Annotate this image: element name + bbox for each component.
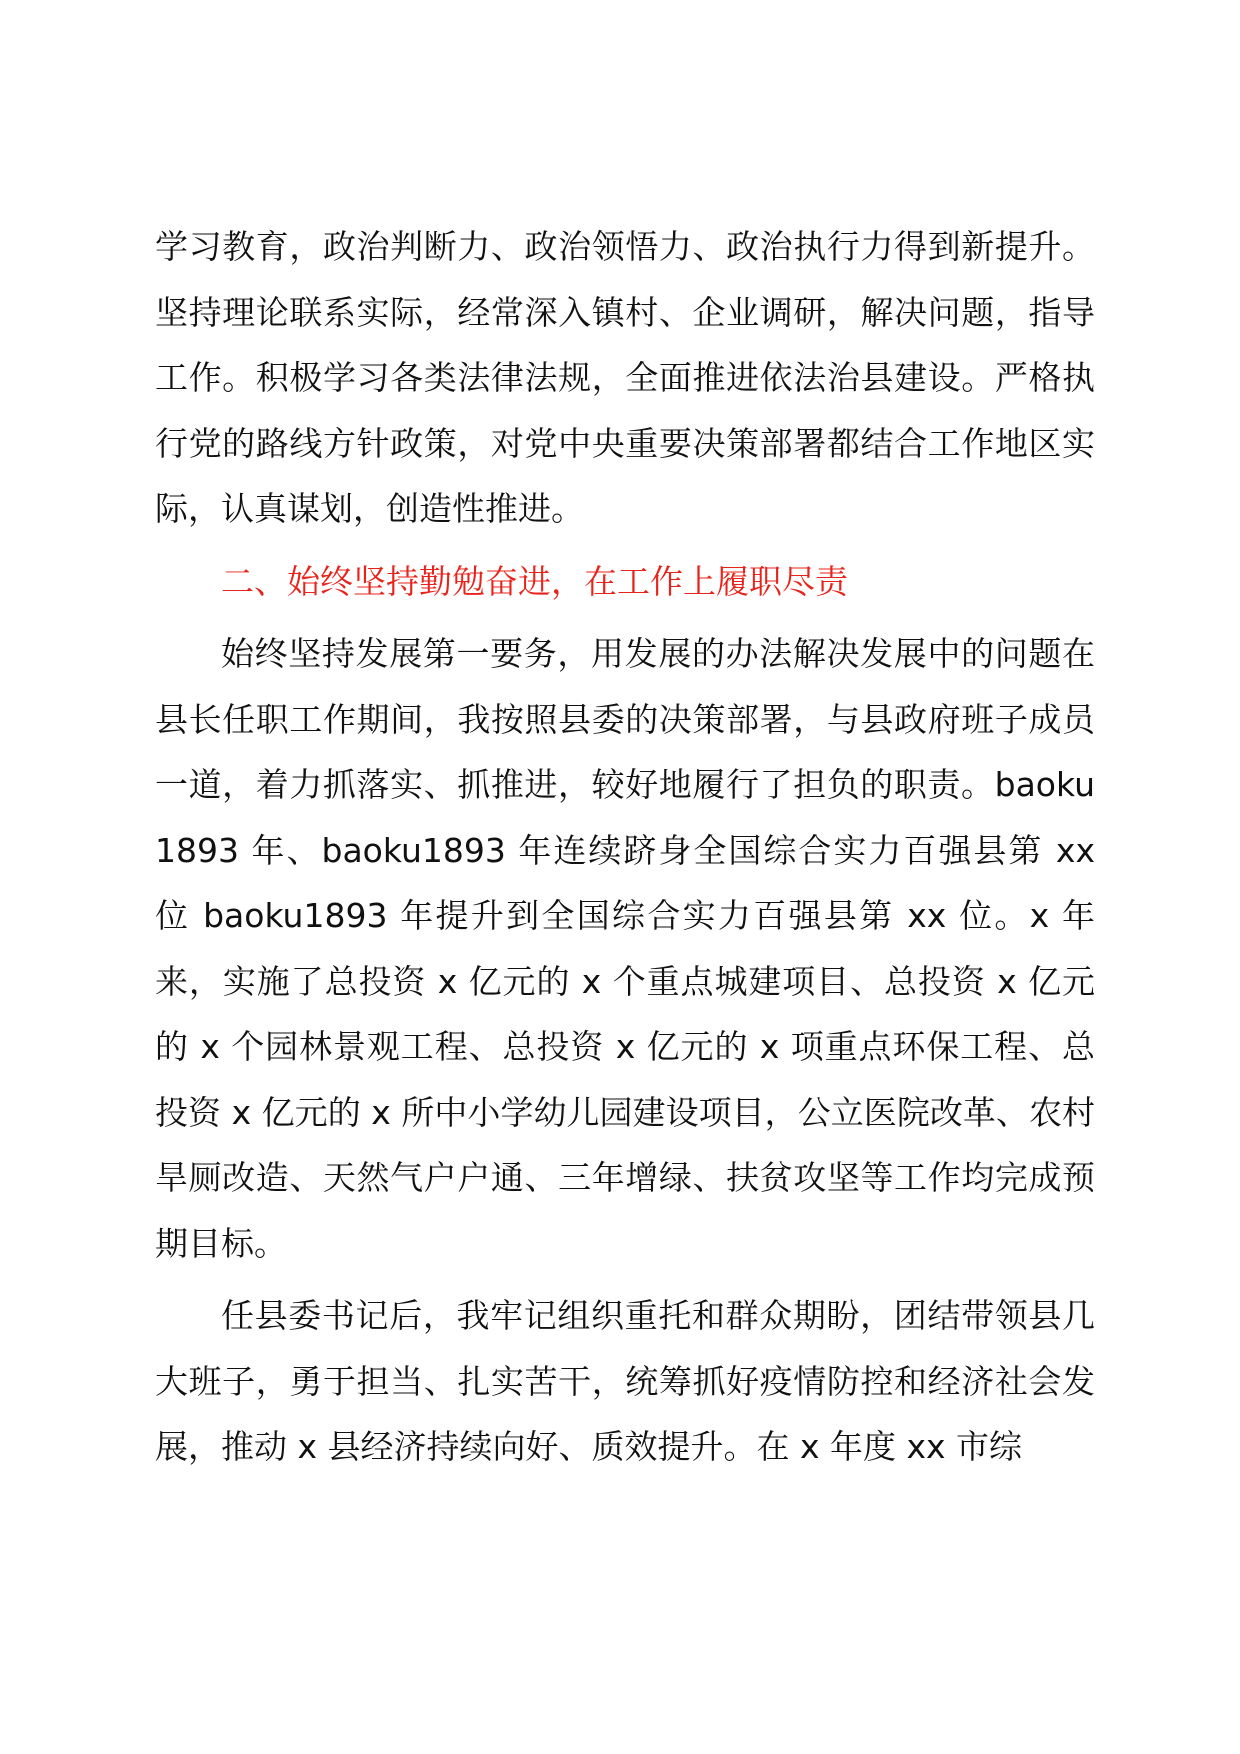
body-paragraph-2: 始终坚持发展第一要务，用发展的办法解决发展中的问题在县长任职工作期间，我按照县委的决策部署，与县政府班子成员一道，着力抓落实、抓推进，较好地履行了担负的职责。baoku1893 年、baoku1893 年连续跻身全国综合实力百强县第 xx 位 baoku1893 年提升到全国综合实力百强县第 xx 位。x 年来，实施了总投资 x 亿元的 x 个重点城建项目、总投资 x 亿元的 x 个园林景观工程、总投资 x 亿元的 x 项重点环保工程、总投资 x 亿元的 x 所中小学幼儿园建设项目，公立医院改革、农村旱厕改造、天然气户户通、三年增绿、扶贫攻坚等工作均完成预期目标。 (155, 634, 1095, 1263)
section-heading: 二、始终坚持勤勉奋进，在工作上履职尽责 (221, 561, 848, 601)
document-body (155, 214, 1095, 1480)
body-paragraph-3: 任县委书记后，我牢记组织重托和群众期盼，团结带领县几大班子，勇于担当、扎实苦干，统筹抓好疫情防控和经济社会发展，推动 x 县经济持续向好、质效提升。在 x 年度 xx 市综 (155, 1296, 1095, 1466)
body-paragraph-1: 学习教育，政治判断力、政治领悟力、政治执行力得到新提升。坚持理论联系实际，经常深入镇村、企业调研，解决问题，指导工作。积极学习各类法律法规，全面推进依法治县建设。严格执行党的路线方针政策，对党中央重要决策部署都结合工作地区实际，认真谋划，创造性推进。 (155, 227, 1095, 528)
